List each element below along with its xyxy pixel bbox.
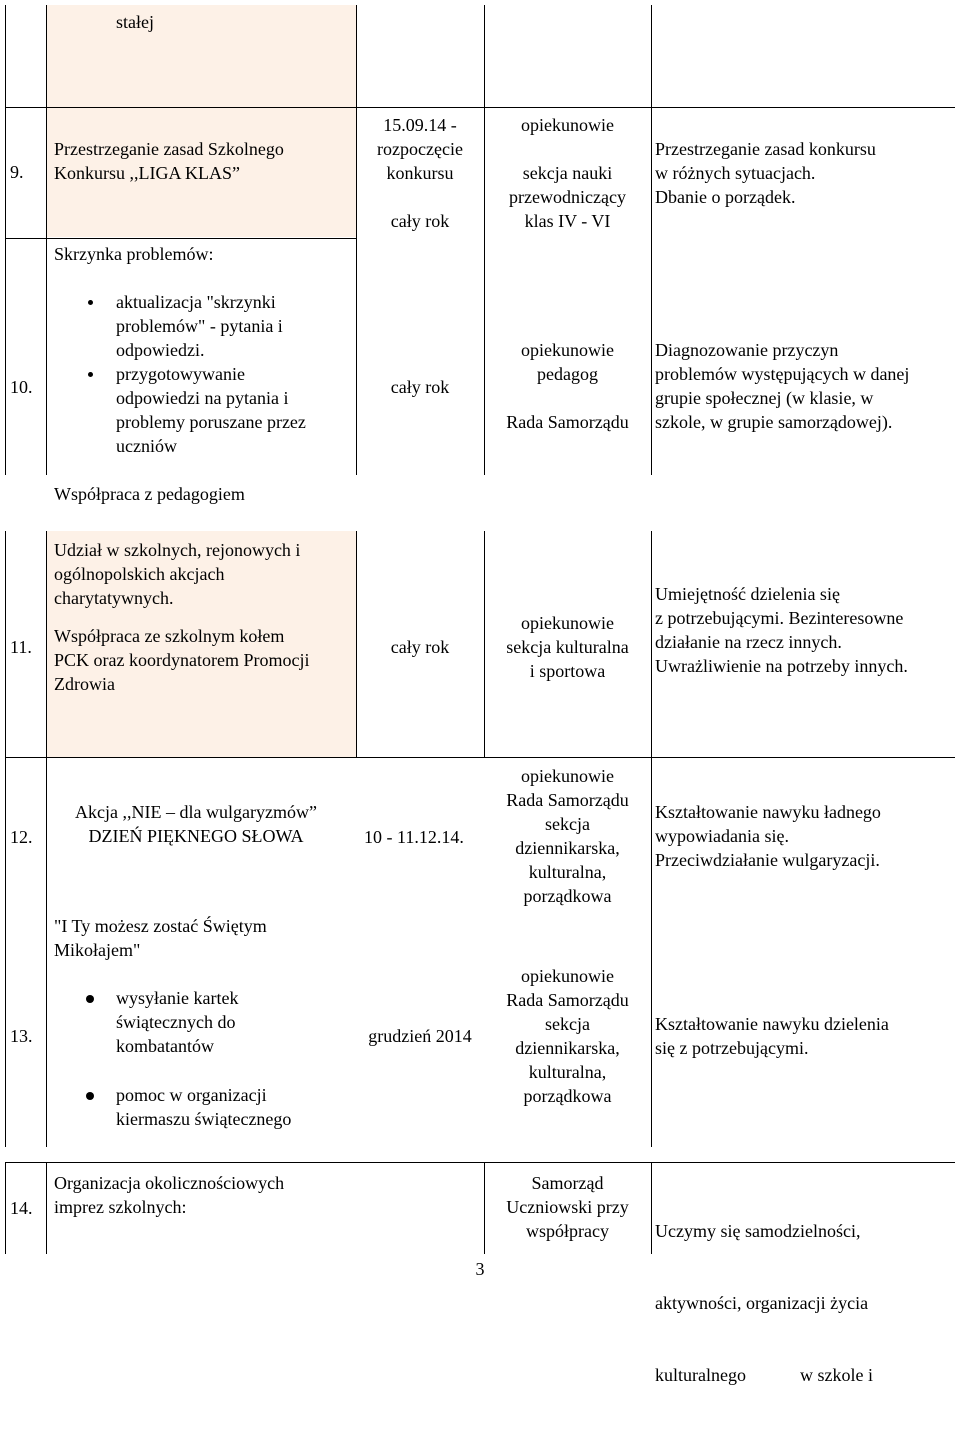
bullet-icon <box>86 995 94 1003</box>
row-11-effect: Umiejętność dzielenia się z potrzebującymi. Bezinteresowne działanie na rzecz innych. Uwrażliwienie na potrzeby innych. <box>655 584 908 676</box>
row-12-term: 10 - 11.12.14. <box>364 827 464 847</box>
row-13-number: 13. <box>10 1026 33 1046</box>
bullet-icon <box>88 300 93 305</box>
row-9-task: Przestrzeganie zasad Szkolnego Konkursu ,,LIGA KLAS” <box>54 139 284 183</box>
row-14-number: 14. <box>10 1198 33 1218</box>
row-9-number: 9. <box>10 162 24 182</box>
row-9-effect: Przestrzeganie zasad konkursu w różnych sytuacjach. Dbanie o porządek. <box>655 139 876 207</box>
task-column-shade-a <box>46 5 356 107</box>
row-14-responsible: Samorząd Uczniowski przy współpracy <box>506 1173 629 1241</box>
row-12-task: Akcja ,,NIE – dla wulgaryzmów” DZIEŃ PIĘKNEGO SŁOWA <box>75 802 317 846</box>
row-10-bullet-2: przygotowywanie odpowiedzi na pytania i problemy poruszane przez uczniów <box>116 364 306 456</box>
bullet-icon <box>86 1092 94 1100</box>
row-10-bullet-1: aktualizacja "skrzynki problemów" - pytania i odpowiedzi. <box>116 292 283 360</box>
row-10-number: 10. <box>10 377 33 397</box>
row-13-term: grudzień 2014 <box>368 1026 472 1046</box>
row-11-number: 11. <box>10 637 32 657</box>
bullet-icon <box>88 372 93 377</box>
row-10-effect: Diagnozowanie przyczyn problemów występujących w danej grupie społecznej (w klasie, w szkole, w grupie samorządowej). <box>655 340 910 432</box>
row-13-effect: Kształtowanie nawyku dzielenia się z potrzebującymi. <box>655 1014 889 1058</box>
row-11-term: cały rok <box>390 637 450 657</box>
row-12-number: 12. <box>10 827 33 847</box>
row-13-responsible: opiekunowie Rada Samorządu sekcja dziennikarska, kulturalna, porządkowa <box>506 966 629 1106</box>
row-10-heading: Skrzynka problemów: <box>54 244 214 264</box>
row-10-responsible: opiekunowie pedagog Rada Samorządu <box>506 340 629 432</box>
row-9-responsible: opiekunowie sekcja nauki przewodniczący klas IV - VI <box>509 115 626 231</box>
row-9-term: 15.09.14 - rozpoczęcie konkursu cały rok <box>377 115 463 231</box>
page-number: 3 <box>475 1259 485 1279</box>
row-11-task: Udział w szkolnych, rejonowych i ogólnopolskich akcjach charytatywnych. Współpraca ze szkolnym kołem PCK oraz koordynatorem Promocji Zdrowia <box>54 540 310 694</box>
row-13-bullet-1: wysyłanie kartek świątecznych do kombatantów <box>116 988 239 1056</box>
row-14-effect: Uczymy się samodzielności, aktywności, organizacji życia kulturalnego w szkole i <box>655 1221 873 1385</box>
row-13-bullet-2: pomoc w organizacji kiermaszu świątecznego <box>116 1085 292 1129</box>
section-heading: Współpraca z pedagogiem <box>54 484 245 504</box>
row-14-task: Organizacja okolicznościowych imprez szkolnych: <box>54 1173 285 1217</box>
row-13-heading: "I Ty możesz zostać Świętym Mikołajem" <box>54 916 267 960</box>
row-11-responsible: opiekunowie sekcja kulturalna i sportowa <box>506 613 629 681</box>
row-10-term: cały rok <box>390 377 450 397</box>
row-12-effect: Kształtowanie nawyku ładnego wypowiadania się. Przeciwdziałanie wulgaryzacji. <box>655 802 881 870</box>
row-12-responsible: opiekunowie Rada Samorządu sekcja dziennikarska, kulturalna, porządkowa <box>506 766 629 906</box>
top-row-text: stałej <box>116 12 154 32</box>
